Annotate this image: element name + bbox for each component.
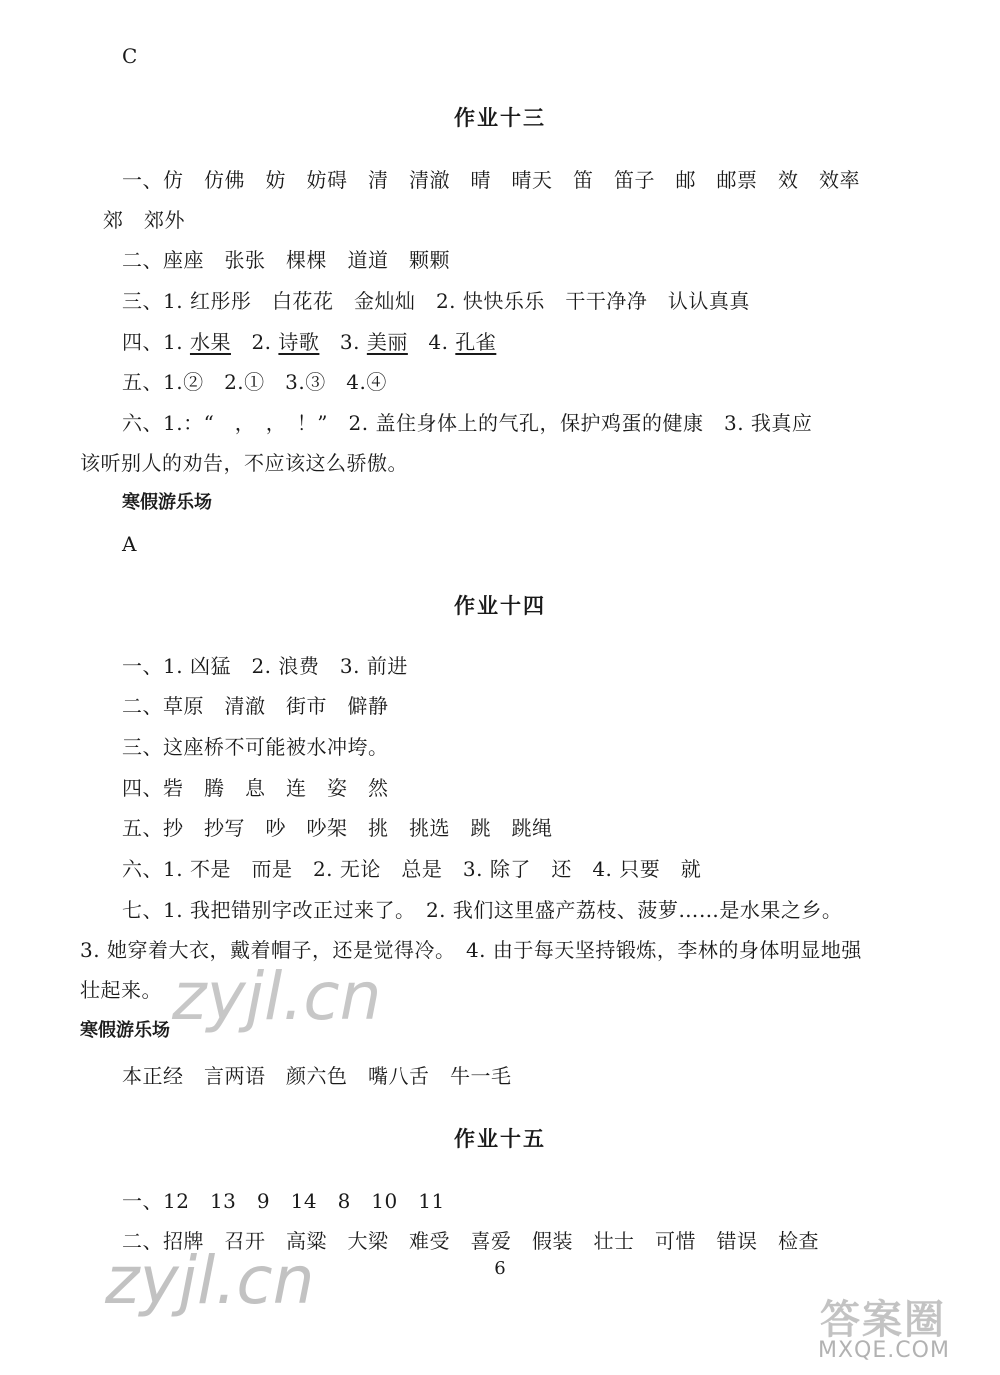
hw13-line-6b: 该听别人的劝告，不应该这么骄傲。 bbox=[80, 451, 408, 475]
hw13-l4-prefix: 四、1. bbox=[122, 330, 190, 354]
hw15-line-2: 二、招牌 召开 高粱 大梁 难受 喜爱 假装 壮士 可惜 错误 检查 bbox=[122, 1229, 819, 1253]
hw13-line-5: 五、1.② 2.① 3.③ 4.④ bbox=[122, 370, 387, 394]
watermark-daanquan: 答案圈 bbox=[820, 1297, 946, 1343]
hw13-line-1b: 郊 郊外 bbox=[103, 208, 185, 232]
hw13-l4-word-3: 美丽 bbox=[366, 330, 408, 354]
hw14-line-7c: 壮起来。 bbox=[80, 978, 162, 1002]
hw14-line-7a: 七、1. 我把错别字改正过来了。 2. 我们这里盛产荔枝、菠萝……是水果之乡。 bbox=[122, 898, 843, 922]
hw14-line-1: 一、1. 凶猛 2. 浪费 3. 前进 bbox=[122, 654, 408, 678]
hw14-line-4: 四、砦 腾 息 连 姿 然 bbox=[122, 776, 389, 800]
hw13-line-6a: 六、1.：“ ， ， ！” 2. 盖住身体上的气孔，保护鸡蛋的健康 3. 我真应 bbox=[122, 411, 813, 435]
hw14-line-5: 五、抄 抄写 吵 吵架 挑 挑选 跳 跳绳 bbox=[122, 816, 553, 840]
section-title-14: 作业十四 bbox=[454, 594, 546, 618]
hw13-l4-word-1: 水果 bbox=[189, 330, 231, 354]
hw13-line-2: 二、座座 张张 棵棵 道道 颗颗 bbox=[122, 248, 450, 272]
watermark-zyjl-1: zyjl.cn bbox=[172, 958, 382, 1035]
prev-answer: C bbox=[122, 44, 138, 68]
hw13-line-1a: 一、仿 仿佛 妨 妨碍 清 清澈 晴 晴天 笛 笛子 邮 邮票 效 效率 bbox=[122, 168, 860, 192]
hw14-play-answer: 本正经 言两语 颜六色 嘴八舌 牛一毛 bbox=[122, 1064, 512, 1088]
hw15-line-1: 一、12 13 9 14 8 10 11 bbox=[122, 1189, 445, 1213]
hw14-line-3: 三、这座桥不可能被水冲垮。 bbox=[122, 735, 389, 759]
watermark-zyjl-2: zyjl.cn bbox=[105, 1242, 315, 1319]
hw14-line-2: 二、草原 清澈 街市 僻静 bbox=[122, 694, 389, 718]
watermark-mxqe: MXQE.COM bbox=[818, 1338, 950, 1363]
hw14-line-7b: 3. 她穿着大衣，戴着帽子，还是觉得冷。 4. 由于每天坚持锻炼，李林的身体明显地强 bbox=[80, 938, 862, 962]
section-title-15: 作业十五 bbox=[454, 1127, 546, 1151]
hw13-line-3: 三、1. 红彤彤 白花花 金灿灿 2. 快快乐乐 干干净净 认认真真 bbox=[122, 289, 750, 313]
hw13-play-title: 寒假游乐场 bbox=[122, 492, 212, 513]
hw13-line-4 bbox=[122, 328, 496, 356]
hw13-play-answer: A bbox=[122, 532, 137, 556]
hw13-l4-word-4: 孔雀 bbox=[455, 330, 497, 354]
page-number: 6 bbox=[494, 1258, 506, 1279]
hw13-l4-sep-3: 4. bbox=[407, 330, 456, 354]
section-title-13: 作业十三 bbox=[454, 106, 546, 130]
hw13-l4-sep-2: 3. bbox=[319, 330, 367, 354]
hw13-l4-word-2: 诗歌 bbox=[278, 330, 320, 354]
hw13-l4-sep-1: 2. bbox=[230, 330, 279, 354]
hw14-line-6: 六、1. 不是 而是 2. 无论 总是 3. 除了 还 4. 只要 就 bbox=[122, 857, 702, 881]
hw14-play-title: 寒假游乐场 bbox=[80, 1020, 170, 1041]
